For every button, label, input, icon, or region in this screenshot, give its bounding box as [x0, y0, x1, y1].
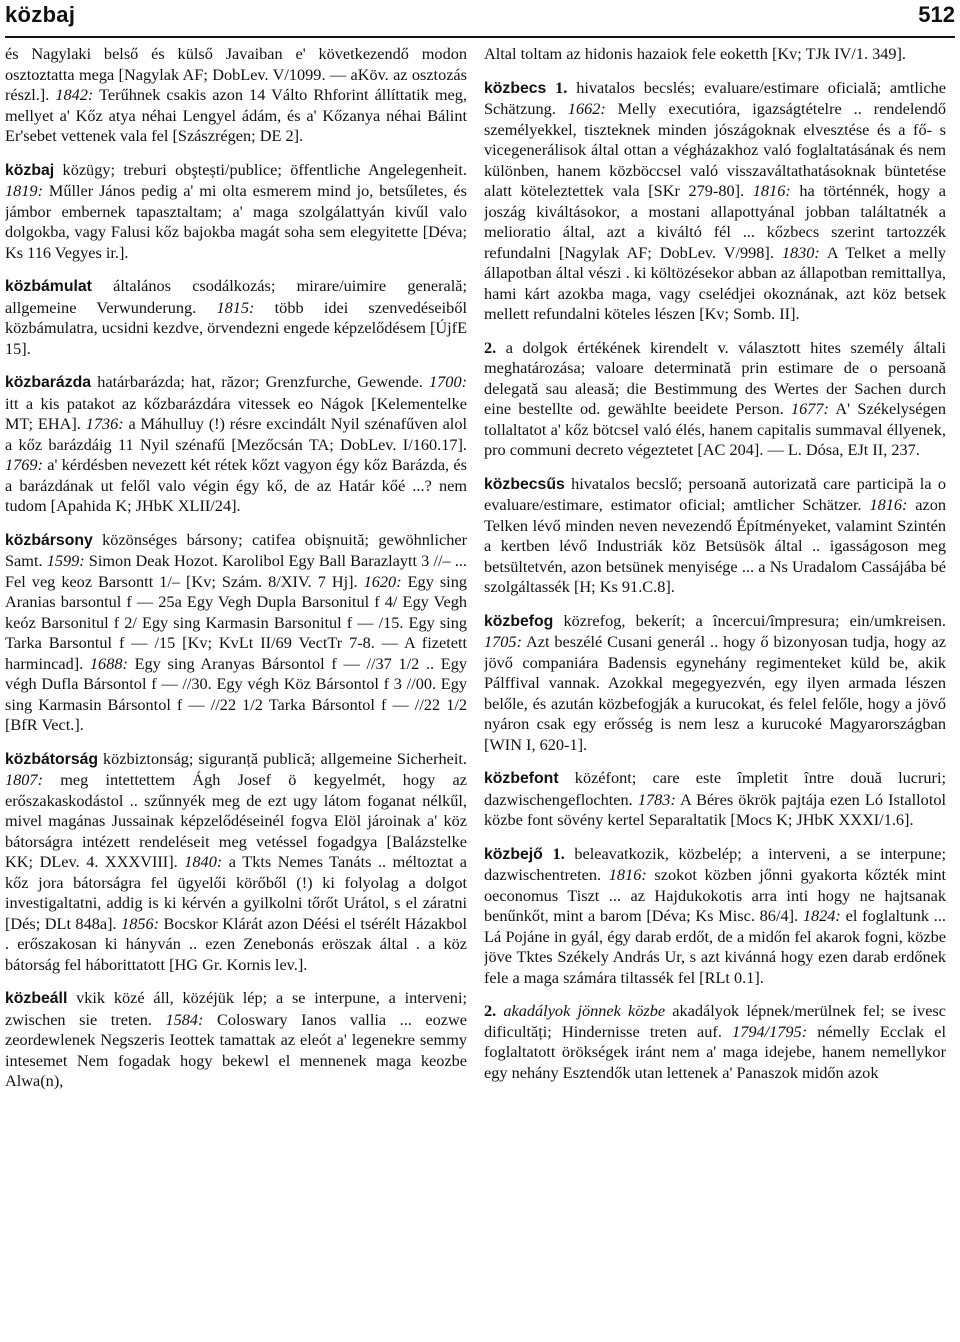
entry-text: hivatalos becslés; evaluare/estimare oficială; amtliche Schätzung. [484, 77, 946, 118]
entry-text: A Telket a melly állapotban által vészi . ki költözésekor abban az állapotban remittallya, hami kárt azokba maga, vagy cselédjei okoznának, azt köz betsek mellett refundalni köteles lészen [Kv; Somb. II]. [484, 242, 946, 323]
citation-year: 1620: [363, 571, 402, 591]
citation-year: 1736: [85, 414, 124, 433]
dictionary-entry [5, 530, 467, 736]
headword: közbefog [484, 612, 554, 630]
entry-text: a dolgok értékének kirendelt v. választott hites személy általi meghatározása; valoare determinată prin estimare de o persoană delegată sau aleasă; die Bestimmung des Wertes der Sachen durch eine bestellte od. gewählte beeidete Person. [484, 337, 946, 418]
entry-text: hivatalos becslő; persoană autorizată care participă la o evaluare/estimare, estimator oficial; amtlicher Schätzer. [484, 473, 946, 514]
citation-year: 1856: [121, 913, 160, 933]
running-header [5, 0, 955, 38]
dictionary-entry [484, 611, 946, 756]
citation-year: 1599: [46, 551, 85, 570]
entry-continuation [5, 44, 467, 147]
entry-text: a' kérdésben nevezett két rétek kőzt vagyon égy kőz Barázda, és a barázdának ut felől valo végin égy kő, de az Határ kőé ...? nem tudom [Apahida K; JHbK XLII/24]. [5, 455, 467, 515]
sense-number: 1. [542, 843, 565, 863]
left-column [5, 44, 467, 1340]
entry-text: meg intettettem Ágh Josef ö kegyelmét, hogy az erőszakaskodástol .. szűnnyék meg de ezt ugy látom foganat nélkűl, mivel magánas Jussainak képzelődéseinél fogva Elöl jároinak a' köz bátorságra intézett rendeléseit meg vetéssel fogadgya [Balázstelke KK; DLev. 4. XXXVIII]. [5, 770, 467, 871]
entry-continuation [484, 44, 946, 65]
entry-text: Melly executióra, igazságtételre .. rendelendő személyekkel, tiszteknek minden jószágoknak elvesztése és a fő- s vicegenerálisok által ottan a végházakhoz való foglaltatásának és nem különben, hanem közböccsel való visszaváltathatásoknak büntetése alatt köteleztettek vala [SKr 279-80]. [484, 99, 946, 200]
entry-text: A' Székelységen tollaltatot a' kőz bötcsel való élés, hanem capitalis summaval éllyenek, pro communi decreto végeztetet [AC 204]. — L. Dósa, EJt II, 237. [484, 399, 946, 459]
citation-year: 1816: [869, 495, 908, 514]
entry-text: [Nagylak AF; DobLev. V/1099. — [114, 64, 351, 84]
dictionary-entry [5, 276, 467, 359]
headword: közbátorság [5, 750, 99, 768]
entry-text: A Béres ökrök pajtája ezen Ló Istallotol közbe font sövény kertel Separaltatik [Mocs K; JHbK XXXI/1.6]. [484, 789, 946, 829]
page-number: 512 [918, 2, 955, 27]
citation-year: 1677: [790, 399, 829, 418]
entry-text: a Tkts Nemes Tanáts .. méltoztat a kőz jora bátorságra fel ügyelői körőből (!) ki folyolag a dolgot investigaltatni, addig is ki kérvén a gyilkolni tőrőt Urátol, s el záratni [Dés; DLt 848a]. [5, 852, 467, 933]
citation-year: 1794/1795: [732, 1021, 808, 1041]
entry-text: el foglaltunk ... Lá Pojáne in gyál, égy darab erdőt, de a midőn fel akarok fogni, közbe jöve Tktes Székely András Ur, s azt kivánná hogy ezen darab erdőnek fele a maga számára tiltassék fel [RLt 0.1]. [484, 906, 946, 987]
headword: közbecs [484, 79, 547, 97]
dictionary-entry [484, 474, 946, 598]
headword: közbefont [484, 770, 559, 787]
entry-text: vkik közé áll, közéjük lép; a se interpune, a interveni; zwischen sie treten. [5, 988, 467, 1029]
dictionary-entry [5, 372, 467, 517]
entry-text: közügy; treburi obştești/publice; öffentliche Angelegenheit. [54, 159, 467, 179]
citation-year: 1816: [608, 865, 647, 884]
entry-text: szokot közben jőnni gyakorta kőzték mint oeconomus Tiszt ... az Hajdukokotis arra inti hogy ne hajtsanak benűnkőt, mint a barom [Déva; Ks Misc. 86/4]. [484, 865, 946, 925]
headword: közbaj [5, 161, 55, 179]
dictionary-entry [484, 1001, 946, 1083]
sense-number: 1. [546, 77, 568, 97]
dictionary-entry [484, 78, 946, 325]
headword: közbejő [484, 845, 543, 863]
entry-text: Egy sing Aranyas Bársontol f — //37 1/2 .. Egy végh Dufla Bársontol f — //30. Egy végh Köz Bársontol f 3 //00. Egy sing Karmasin Bársontol f — //22 1/2 Tarka Bársontol f — //22 1/2 [BfR Vect.]. [5, 653, 467, 734]
entry-text: Bocskor Klárát azon Déési el tsérélt Házakbol . erőszakosan ki hányván .. ezen Zenebonás eröszak által . a köz bátorság fel háborittatott [HG Gr. Kornis lev.]. [5, 913, 467, 974]
citation-year: akadályok jönnek közbe [496, 1001, 666, 1020]
entry-text: Terűhnek csakis azon 14 Válto Rhforint állíttatik meg, mellyet a' Kőz atya néhai Lengyel ádám, és a' Kőzanya néhai Bálint Er'sebet vettenek vala fel [Szászrégen; DE 2]. [5, 85, 467, 145]
entry-text: némelly Ecclak el foglaltatott örökségek iránt nem a' maga idejebe, hanem nemellykor egy nehány Esztendők utan lettenek a' Panaszok midőn azok [484, 1021, 946, 1082]
citation-year: 1824: [802, 906, 841, 925]
sense-number: 2. [484, 337, 497, 357]
citation-year: 1662: [567, 99, 606, 118]
headword: közbámulat [5, 278, 92, 295]
entry-text: és Nagylaki belső és külső Javaiban e' következendő modon osztoztatta meg [5, 44, 467, 84]
dictionary-entry [484, 844, 946, 989]
entry-text: a [106, 64, 115, 84]
citation-year: 1816: [752, 181, 791, 200]
entry-text: általános csodálkozás; mirare/uimire generală; allgemeine Verwunderung. [5, 276, 467, 317]
entry-text: Coloswary Ianos vallia ... eozwe zeordewlenek Negszeris Ieottek tamattak az eleót a' legenekre semmy intesemet Nem fogadak hogy bekewl el mennenek maga keozbe Alwa(n), [5, 1009, 467, 1090]
dictionary-entry [5, 988, 467, 1092]
entry-text: beleavatkozik, közbelép; a interveni, a se interpune; dazwischentreten. [484, 843, 946, 884]
entry-text: itt a kis patakot az kőzbarázdára vitessek eo Nágok [Kelementelke MT; EHA]. [5, 393, 467, 433]
entry-text: a [174, 592, 182, 611]
entry-text: Azt beszélé Cusani generál .. hogy ő bizonyosan tudja, hogy az jövő companiára Badensis egynehány regimenteket küld be, akik Pálffival vannak. Azokkal megegyezvén, egy ilyen armada lészen belőle, és azután közbefogják a kurucokat, és felel felőle, hogy a jövő nyáron csak egy erősség is nem lesz a kurucoké Magyarországban [WIN I, 620-1]. [484, 632, 946, 754]
entry-text: közbiztonság; siguranță publică; allgemeine Sicherheit. [98, 748, 467, 768]
entry-text: Simon Deak Hozot. Karolibol Egy Ball Barazlaytt 3 //– ... Fel veg keoz Barsontt 1/– [Kv; Szám. 8/XIV. 7 Hj]. [5, 551, 467, 591]
citation-year: 1815: [216, 297, 255, 317]
dictionary-entry [5, 160, 467, 264]
entry-text: Egy sing Aranias barsontul f — 25 [5, 571, 467, 611]
citation-year: 1700: [429, 372, 467, 391]
right-column [484, 44, 946, 1340]
entry-text: több idei szenvedéseiből közbámulatra, ucsidni kezdve, örvendezni engede képzelődésem [ÚjfE 15]. [5, 297, 467, 358]
entry-text: ha történnék, hogy a joszág kiváltásokor, a mostani allapottyánal jobban találtatnék a melioratio által, azt a kiváltó fél ... kőzbecs szerint tartozzék refundalni [Nagylak AF; DobLev. V/998]. [484, 181, 946, 262]
citation-year: 1830: [781, 242, 820, 262]
citation-year: 1584: [165, 1009, 204, 1029]
dictionary-entry [484, 768, 946, 831]
entry-text: közéfont; care este împletit între două lucruri; dazwischengeflochten. [484, 768, 946, 809]
entry-text: a Máhulluy (!) résre excindált Nyil szénafűven alol a kőz barázdáig 11 Nyil szénafű [Mezőcsán TA; DobLev. I/160.17]. [5, 414, 467, 454]
headword: közbeáll [5, 990, 68, 1007]
headword: közbársony [5, 531, 93, 549]
entry-text: közönséges bársony; catifea obişnuită; gewöhnlicher Samt. [5, 529, 467, 570]
headword: közbarázda [5, 374, 92, 391]
entry-text: Altal toltam az hidonis hazaiok fele eoketth [Kv; TJk IV/1. 349]. [484, 44, 907, 63]
headword: közbecsűs [484, 475, 565, 493]
dictionary-entry [484, 338, 946, 461]
citation-year: 1807: [5, 770, 43, 789]
entry-text: akadályok lépnek/merülnek fel; se ivesc dificultăți; Hindernisse treten auf. [484, 1001, 946, 1041]
citation-year: 1840: [184, 852, 223, 871]
citation-year: 1783: [637, 789, 676, 809]
entry-text: Egy Vegh Dupla Barsonitul f 4/ Egy Vegh keóz Barsonitul f 2/ Egy sing Karmasin Barsonitul f — /15. Egy sing Tarka Barsontul f — /15 [Kv; KvLt II/69 VectTr 7-8. — A fizetett harmincad]. [5, 592, 467, 673]
running-headword: közbaj [5, 2, 76, 27]
entry-text: közrefog, bekerít; a încercui/împresura; ein/umkreisen. [553, 610, 946, 630]
entry-text: határbarázda; hat, răzor; Grenzfurche, Gewende. [91, 372, 430, 391]
sense-number: 2. [484, 1001, 497, 1020]
entry-text: Műller János pedig a' mi olta esmerem mind jo, betsűletes, és jámbor embernek tapasztaltam; a' maga szolgálattyán kivűl valo dolgokba, vagy Falusi kőz bajokba magát soha sem elegyitette [Déva; Ks 116 Vegyes ir.]. [5, 181, 467, 262]
dictionary-entry [5, 749, 467, 976]
entry-text: Köv. az osztozás részl.]. [5, 64, 467, 104]
citation-year: 1819: [5, 181, 43, 200]
citation-year: 1705: [484, 632, 522, 651]
entry-text: a [350, 64, 358, 84]
entry-text: azon Telken lévő minden neven nevezendő Építményeket, valamint Szintén a kertben lévő Industriák köz Betsüsök által .. igasságoson meg betsültetvén, azon betsünek menyisége ... a Ns Uradalom Cassájába bé szolgáltassék [H; Ks 91.C.8]. [484, 495, 946, 596]
citation-year: 1688: [89, 653, 128, 673]
citation-year: 1842: [55, 85, 94, 104]
citation-year: 1769: [5, 455, 43, 474]
